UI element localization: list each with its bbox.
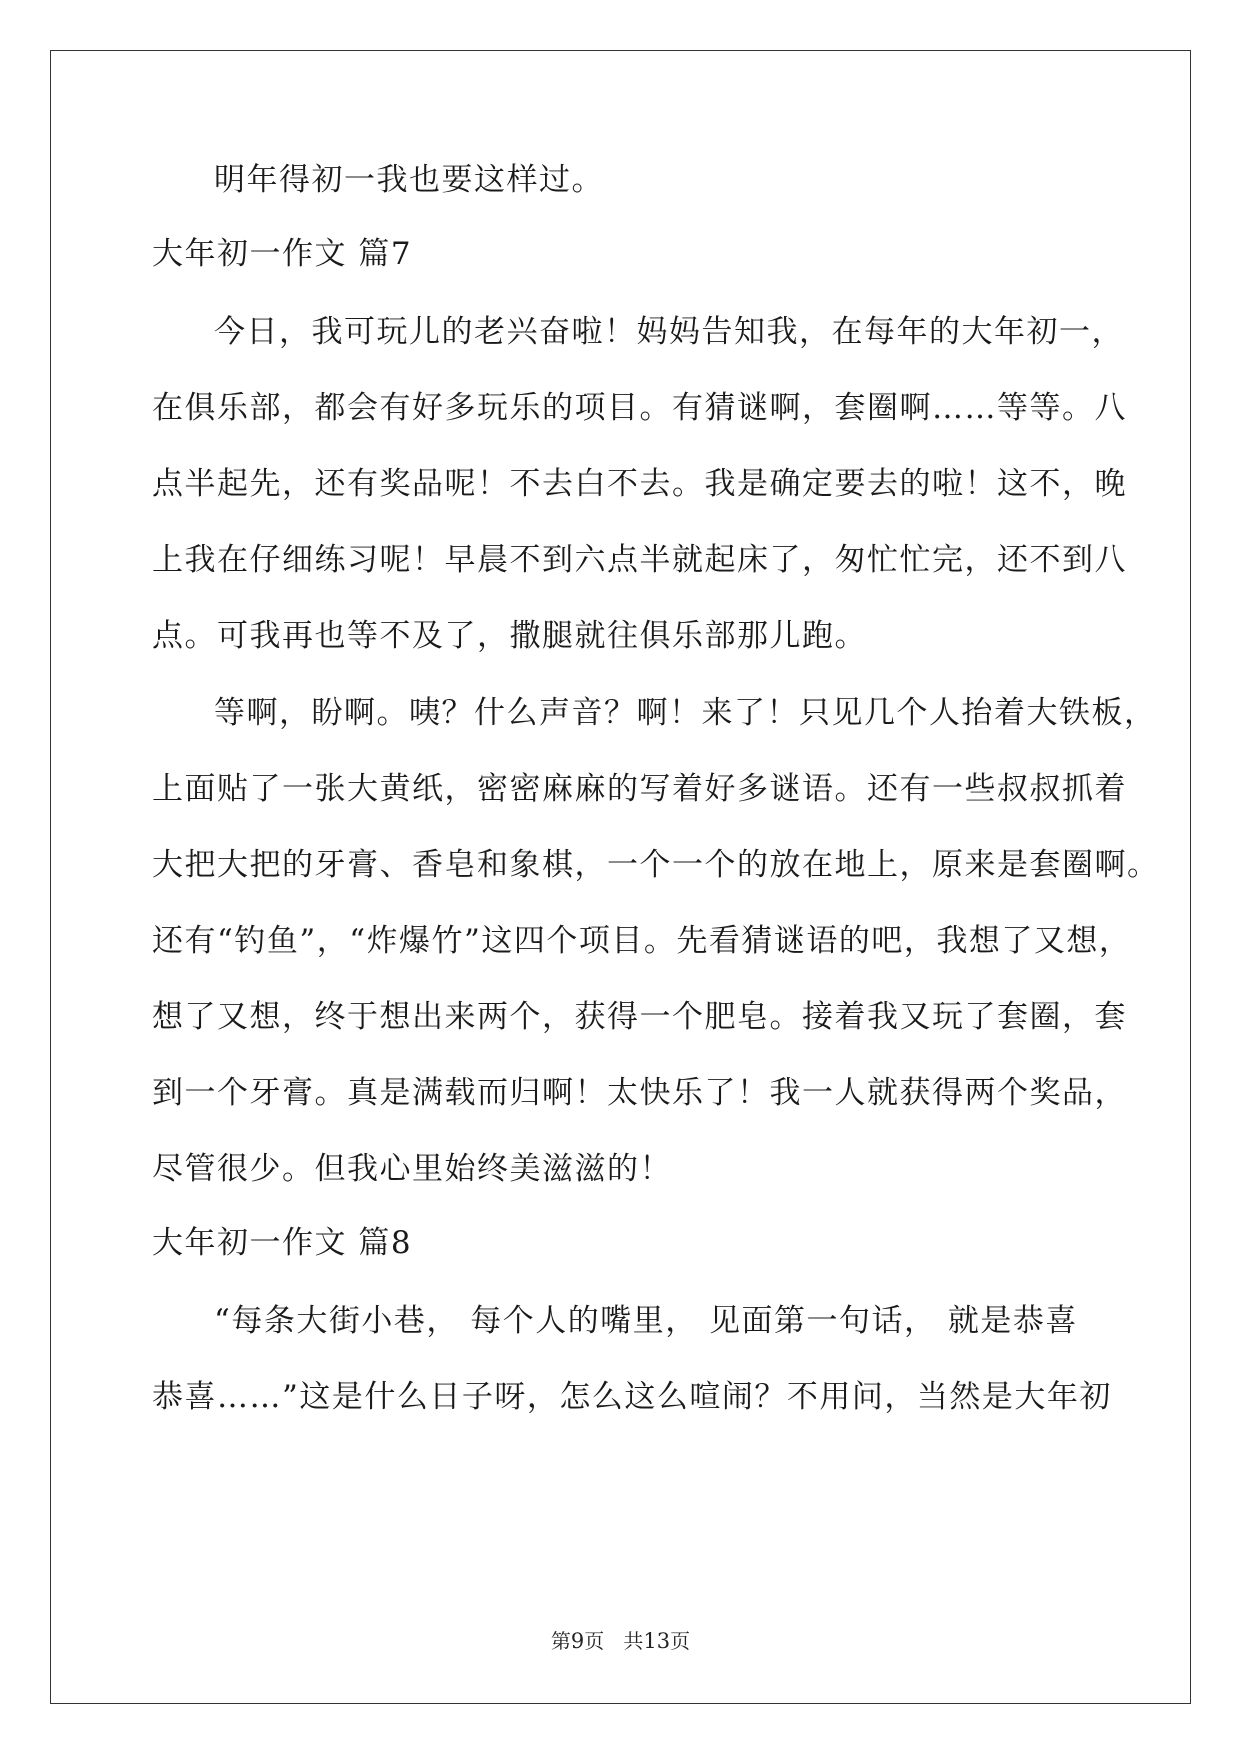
page-suffix: 页 — [584, 1629, 605, 1653]
page-prefix: 第 — [550, 1629, 571, 1653]
paragraph-line: 点半起先，还有奖品呢！不去白不去。我是确定要去的啦！这不，晚 — [152, 466, 1127, 502]
paragraph-line: 大把大把的牙膏、香皂和象棋，一个一个的放在地上，原来是套圈啊。 — [152, 847, 1160, 883]
paragraph-line: 在俱乐部，都会有好多玩乐的项目。有猜谜啊，套圈啊……等等。八 — [152, 390, 1127, 426]
paragraph-line: “每条大街小巷， 每个人的嘴里， 见面第一句话， 就是恭喜 — [214, 1303, 1078, 1339]
section-heading-7: 大年初一作文 篇7 — [152, 236, 413, 272]
paragraph-line: 上面贴了一张大黄纸，密密麻麻的写着好多谜语。还有一些叔叔抓着 — [152, 771, 1127, 807]
paragraph-line: 尽管很少。但我心里始终美滋滋的！ — [152, 1151, 672, 1187]
paragraph-line: 等啊，盼啊。咦？什么声音？啊！来了！只见几个人抬着大铁板， — [214, 695, 1157, 731]
total-pages: 13 — [643, 1629, 671, 1653]
section-heading-8: 大年初一作文 篇8 — [152, 1225, 413, 1261]
paragraph-line: 上我在仔细练习呢！早晨不到六点半就起床了，匆忙忙完，还不到八 — [152, 542, 1127, 578]
paragraph-line: 到一个牙膏。真是满载而归啊！太快乐了！我一人就获得两个奖品， — [152, 1075, 1127, 1111]
paragraph-line: 明年得初一我也要这样过。 — [214, 162, 604, 198]
paragraph-line: 想了又想，终于想出来两个，获得一个肥皂。接着我又玩了套圈，套 — [152, 999, 1127, 1035]
page-number: 9 — [570, 1629, 585, 1653]
total-prefix: 共 — [623, 1629, 644, 1653]
paragraph-line: 点。可我再也等不及了，撒腿就往俱乐部那儿跑。 — [152, 618, 867, 654]
total-suffix: 页 — [670, 1629, 691, 1653]
paragraph-line: 今日，我可玩儿的老兴奋啦！妈妈告知我，在每年的大年初一， — [214, 314, 1124, 350]
paragraph-line: 恭喜……”这是什么日子呀，怎么这么喧闹？不用问，当然是大年初 — [152, 1379, 1112, 1415]
paragraph-line: 还有“钓鱼”，“炸爆竹”这四个项目。先看猜谜语的吧，我想了又想， — [152, 923, 1132, 959]
page-footer — [0, 1625, 1241, 1654]
